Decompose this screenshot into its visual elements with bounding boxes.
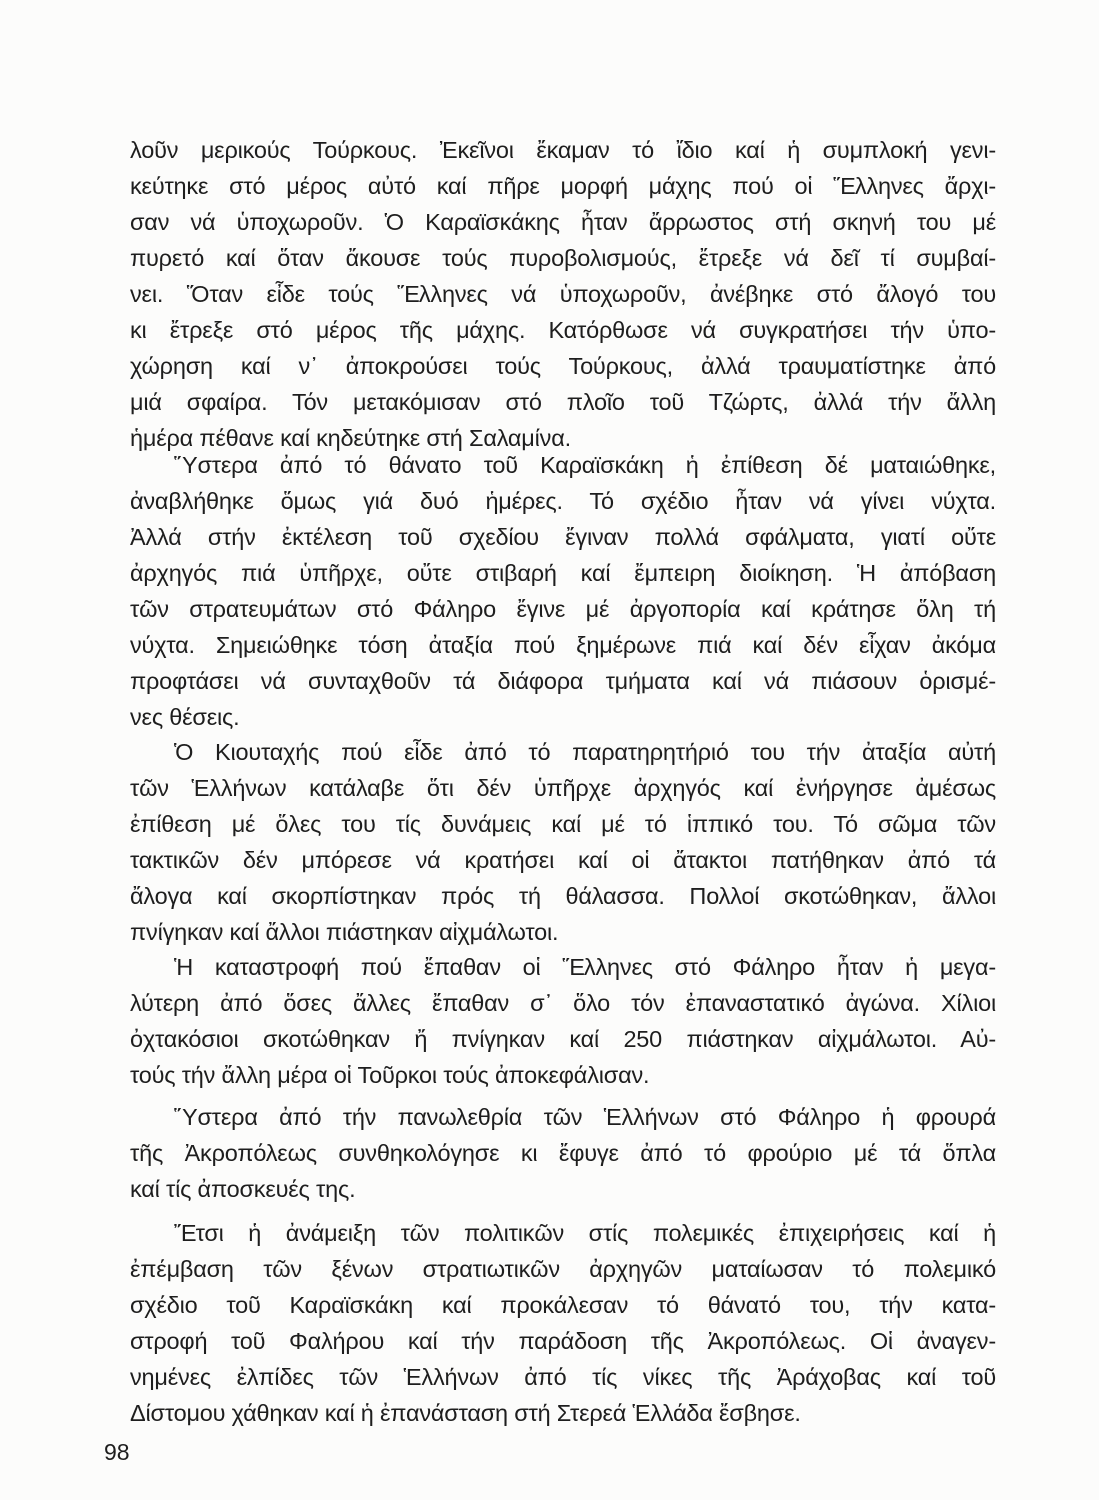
- text-line: Ὕστερα ἀπό τήν πανωλεθρία τῶν Ἑλλήνων στό Φάληρο ἡ φρουρά: [174, 1104, 996, 1130]
- text-line: ἄλογα καί σκορπίστηκαν πρός τή θάλασσα. Πολλοί σκοτώθηκαν, ἄλλοι: [130, 883, 996, 909]
- text-line: μιά σφαίρα. Τόν μετακόμισαν στό πλοῖο τοῦ Τζώρτς, ἀλλά τήν ἄλλη: [130, 389, 996, 415]
- text-line: σχέδιο τοῦ Καραϊσκάκη καί προκάλεσαν τό θάνατό του, τήν κατα-: [130, 1292, 996, 1318]
- text-line: ἡμέρα πέθανε καί κηδεύτηκε στή Σαλαμίνα.: [130, 425, 571, 451]
- text-line: ὀχτακόσιοι σκοτώθηκαν ἤ πνίγηκαν καί 250 πιάστηκαν αἰχμάλωτοι. Αὐ-: [130, 1026, 996, 1052]
- text-line: κι ἔτρεξε στό μέρος τῆς μάχης. Κατόρθωσε νά συγκρατήσει τήν ὑπο-: [130, 317, 996, 343]
- text-line: τούς τήν ἄλλη μέρα οἱ Τοῦρκοι τούς ἀποκεφάλισαν.: [130, 1062, 650, 1088]
- paragraph-2: [130, 447, 996, 735]
- text-line: λύτερη ἀπό ὅσες ἄλλες ἔπαθαν σ᾽ ὅλο τόν ἐπαναστατικό ἀγώνα. Χίλιοι: [130, 990, 996, 1016]
- text-line: λοῦν μερικούς Τούρκους. Ἐκεῖνοι ἔκαμαν τό ἴδιο καί ἡ συμπλοκή γενι-: [130, 137, 996, 163]
- text-line: πυρετό καί ὅταν ἄκουσε τούς πυροβολισμούς, ἔτρεξε νά δεῖ τί συμβαί-: [130, 245, 996, 271]
- text-line: προφτάσει νά συνταχθοῦν τά διάφορα τμήματα καί νά πιάσουν ὁρισμέ-: [130, 668, 996, 694]
- paragraph-1: [130, 132, 996, 456]
- text-line: τῶν Ἑλλήνων κατάλαβε ὅτι δέν ὑπῆρχε ἀρχηγός καί ἐνήργησε ἀμέσως: [130, 775, 996, 801]
- text-line: νύχτα. Σημειώθηκε τόση ἀταξία πού ξημέρωνε πιά καί δέν εἶχαν ἀκόμα: [130, 632, 996, 658]
- text-line: τῆς Ἀκροπόλεως συνθηκολόγησε κι ἔφυγε ἀπό τό φρούριο μέ τά ὅπλα: [130, 1140, 996, 1166]
- text-line: χώρηση καί ν᾽ ἀποκρούσει τούς Τούρκους, ἀλλά τραυματίστηκε ἀπό: [130, 353, 996, 379]
- text-line: Ὁ Κιουταχής πού εἶδε ἀπό τό παρατηρητήριό του τήν ἀταξία αὐτή: [174, 739, 996, 765]
- text-line: νει. Ὅταν εἶδε τούς Ἕλληνες νά ὑποχωροῦν, ἀνέβηκε στό ἄλογό του: [130, 281, 996, 307]
- text-line: ἐπίθεση μέ ὅλες του τίς δυνάμεις καί μέ τό ἱππικό του. Τό σῶμα τῶν: [130, 811, 996, 837]
- paragraph-4: [130, 949, 996, 1093]
- page-number: 98: [104, 1439, 130, 1465]
- text-line: καί τίς ἀποσκευές της.: [130, 1176, 356, 1202]
- paragraph-5: [130, 1099, 996, 1207]
- text-line: πνίγηκαν καί ἄλλοι πιάστηκαν αἰχμάλωτοι.: [130, 919, 559, 945]
- text-line: Ὕστερα ἀπό τό θάνατο τοῦ Καραϊσκάκη ἡ ἐπίθεση δέ ματαιώθηκε,: [174, 452, 996, 478]
- text-line: ἀρχηγός πιά ὑπῆρχε, οὔτε στιβαρή καί ἔμπειρη διοίκηση. Ἡ ἀπόβαση: [130, 560, 996, 586]
- text-line: νες θέσεις.: [130, 704, 240, 730]
- text-line: σαν νά ὑποχωροῦν. Ὁ Καραϊσκάκης ἦταν ἄρρωστος στή σκηνή του μέ: [130, 209, 996, 235]
- text-line: Ἔτσι ἡ ἀνάμειξη τῶν πολιτικῶν στίς πολεμικές ἐπιχειρήσεις καί ἡ: [174, 1220, 996, 1246]
- text-line: Ἀλλά στήν ἐκτέλεση τοῦ σχεδίου ἔγιναν πολλά σφάλματα, γιατί οὔτε: [130, 524, 996, 550]
- text-line: Ἡ καταστροφή πού ἔπαθαν οἱ Ἕλληνες στό Φάληρο ἦταν ἡ μεγα-: [174, 954, 996, 980]
- text-line: νημένες ἐλπίδες τῶν Ἑλλήνων ἀπό τίς νίκες τῆς Ἀράχοβας καί τοῦ: [130, 1364, 996, 1390]
- text-line: τῶν στρατευμάτων στό Φάληρο ἔγινε μέ ἀργοπορία καί κράτησε ὅλη τή: [130, 596, 996, 622]
- paragraph-6: [130, 1215, 996, 1431]
- text-line: ἀναβλήθηκε ὅμως γιά δυό ἡμέρες. Τό σχέδιο ἦταν νά γίνει νύχτα.: [130, 488, 996, 514]
- text-line: κεύτηκε στό μέρος αὐτό καί πῆρε μορφή μάχης πού οἱ Ἕλληνες ἄρχι-: [130, 173, 996, 199]
- text-line: στροφή τοῦ Φαλήρου καί τήν παράδοση τῆς Ἀκροπόλεως. Οἱ ἀναγεν-: [130, 1328, 996, 1354]
- text-line: ἐπέμβαση τῶν ξένων στρατιωτικῶν ἀρχηγῶν ματαίωσαν τό πολεμικό: [130, 1256, 996, 1282]
- paragraph-3: [130, 734, 996, 950]
- text-line: Δίστομου χάθηκαν καί ἡ ἐπανάσταση στή Στερεά Ἑλλάδα ἔσβησε.: [130, 1400, 801, 1426]
- text-line: τακτικῶν δέν μπόρεσε νά κρατήσει καί οἱ ἄτακτοι πατήθηκαν ἀπό τά: [130, 847, 996, 873]
